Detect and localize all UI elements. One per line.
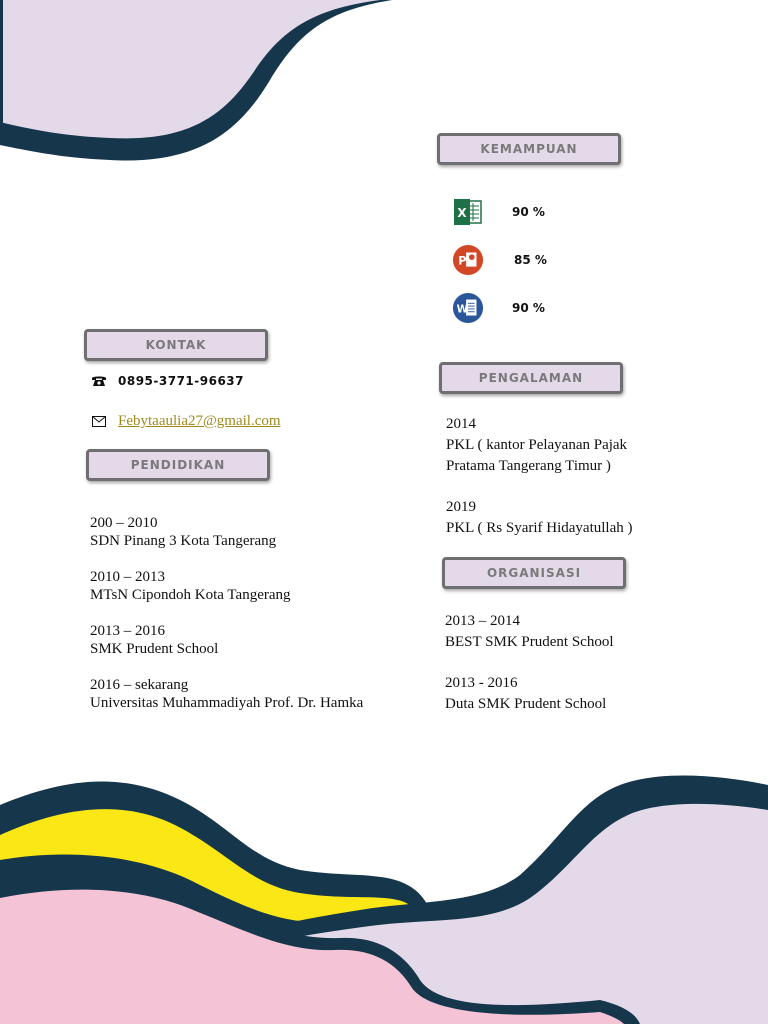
experience-entry [446, 497, 633, 539]
education-years: 2016 – sekarang [90, 677, 189, 693]
email-row [90, 413, 281, 430]
organization-years: 2013 – 2014 [445, 613, 520, 629]
experience-line: PKL ( kantor Pelayanan Pajak [446, 437, 628, 453]
kontak-heading: KONTAK [84, 329, 268, 361]
education-school: SDN Pinang 3 Kota Tangerang [90, 533, 277, 549]
education-entry [90, 676, 363, 712]
organization-entry [445, 673, 606, 715]
education-school: Universitas Muhammadiyah Prof. Dr. Hamka [90, 695, 364, 711]
phone-icon [90, 375, 108, 387]
organization-name: BEST SMK Prudent School [445, 634, 614, 650]
organisasi-heading: ORGANISASI [442, 557, 626, 589]
skill-percent: 90 % [512, 205, 545, 219]
organization-years: 2013 - 2016 [445, 675, 518, 691]
education-years: 2010 – 2013 [90, 569, 165, 585]
pendidikan-heading: PENDIDIKAN [86, 449, 270, 481]
education-entry [90, 514, 276, 550]
experience-entry [446, 414, 627, 477]
experience-year: 2014 [446, 416, 476, 432]
education-school: MTsN Cipondoh Kota Tangerang [90, 587, 291, 603]
education-school: SMK Prudent School [90, 641, 219, 657]
experience-year: 2019 [446, 499, 476, 515]
skill-percent: 85 % [514, 253, 547, 267]
education-years: 200 – 2010 [90, 515, 158, 531]
email-link[interactable]: Febytaaulia27@gmail.com [118, 413, 281, 429]
organization-name: Duta SMK Prudent School [445, 696, 607, 712]
skill-word [452, 292, 545, 324]
education-entry [90, 622, 218, 658]
phone-number: 0895-3771-96637 [118, 374, 245, 388]
phone-row [90, 374, 244, 388]
skill-powerpoint [452, 244, 547, 276]
skill-excel [452, 196, 545, 228]
skill-percent: 90 % [512, 301, 545, 315]
envelope-icon [90, 416, 108, 427]
experience-line: PKL ( Rs Syarif Hidayatullah ) [446, 520, 633, 536]
powerpoint-letter: P [458, 254, 467, 268]
word-icon [452, 292, 484, 324]
education-years: 2013 – 2016 [90, 623, 165, 639]
education-entry [90, 568, 291, 604]
word-letter: W [456, 303, 469, 316]
kemampuan-heading: KEMAMPUAN [437, 133, 621, 165]
bottom-wave-decoration [0, 760, 768, 1024]
organization-entry [445, 611, 614, 653]
pengalaman-heading: PENGALAMAN [439, 362, 623, 394]
powerpoint-icon [452, 244, 484, 276]
top-wave-decoration [0, 0, 400, 170]
excel-letter: X [457, 206, 467, 220]
experience-line: Pratama Tangerang Timur ) [446, 458, 611, 474]
excel-icon [452, 196, 484, 228]
